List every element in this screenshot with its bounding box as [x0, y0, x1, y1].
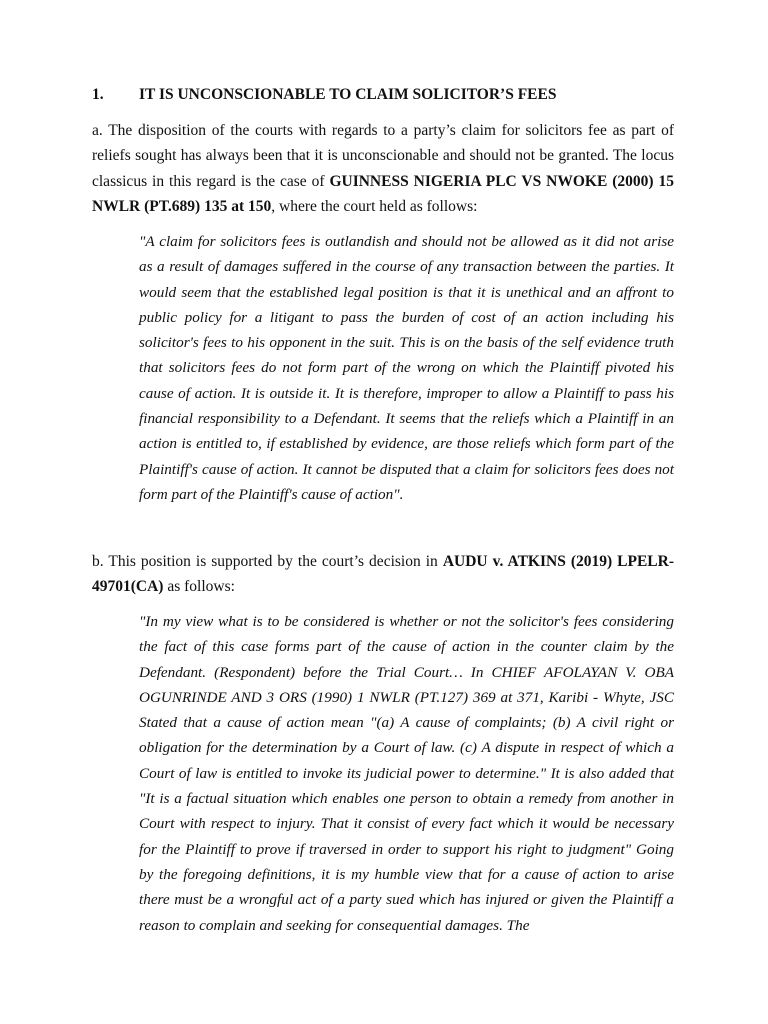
paragraph-a	[92, 118, 674, 219]
paragraph-a-text-1: a. The disposition of the courts with regards to a party’s claim for solicitors fee as part of reliefs sought has always been that it is unconscionable and should not be granted. The locus classicus in this regard is the case of	[92, 122, 674, 190]
block-quote-b: "In my view what is to be considered is whether or not the solicitor's fees considering the fact of this case forms part of the cause of action in the counter claim by the Defendant. (Respondent) before the Trial Court… In CHIEF AFOLAYAN V. OBA OGUNRINDE AND 3 ORS (1990) 1 NWLR (PT.127) 369 at 371, Karibi - Whyte, JSC Stated that a cause of action mean "(a) A cause of complaints; (b) A civil right or obligation for the determination by a Court of law. (c) A dispute in respect of which a Court of law is entitled to invoke its judicial power to determine." It is also added that "It is a factual situation which enables one person to obtain a remedy from another in Court with respect to injury. That it consist of every fact which it would be necessary for the Plaintiff to prove if traversed in order to support his right to judgment" Going by the foregoing definitions, it is my humble view that for a cause of action to arise there must be a wrongful act of a party sued which has injured or given the Plaintiff a reason to complain and seeking for consequential damages. The	[139, 613, 674, 934]
block-quote-a: "A claim for solicitors fees is outlandish and should not be allowed as it did not arise as a result of damages suffered in the course of any transaction between the parties. It would seem that the established legal position is that it is unethical and an affront to public policy for a litigant to pass the burden of cost of an action including his solicitor's fees to his opponent in the suit. This is on the basis of the self evidence truth that solicitors fees do not form part of the wrong on which the Plaintiff pivoted his cause of action. It is outside it. It is therefore, improper to allow a Plaintiff to pass his financial responsibility to a Defendant. It seems that the reliefs which a Plaintiff in an action is entitled to, if established by evidence, are those reliefs which form part of the Plaintiff's cause of action. It cannot be disputed that a claim for solicitors fees does not form part of the Plaintiff's cause of action".	[139, 233, 674, 503]
paragraph-b-text-1: b. This position is supported by the court’s decision in	[92, 553, 443, 570]
paragraph-a-text-2: , where the court held as follows:	[271, 197, 478, 215]
section-title: IT IS UNCONSCIONABLE TO CLAIM SOLICITOR’S FEES	[139, 86, 557, 103]
section-heading	[92, 86, 556, 104]
paragraph-b	[92, 549, 674, 600]
paragraph-b-text-2: as follows:	[163, 578, 235, 596]
section-number: 1.	[92, 86, 104, 103]
paragraph-b-case-citation: AUDU v. ATKINS (2019) LPELR-49701(CA)	[92, 553, 675, 596]
paragraph-a-case-citation: GUINNESS NIGERIA PLC VS NWOKE (2000) 15 NWLR (PT.689) 135 at 150	[92, 172, 674, 215]
